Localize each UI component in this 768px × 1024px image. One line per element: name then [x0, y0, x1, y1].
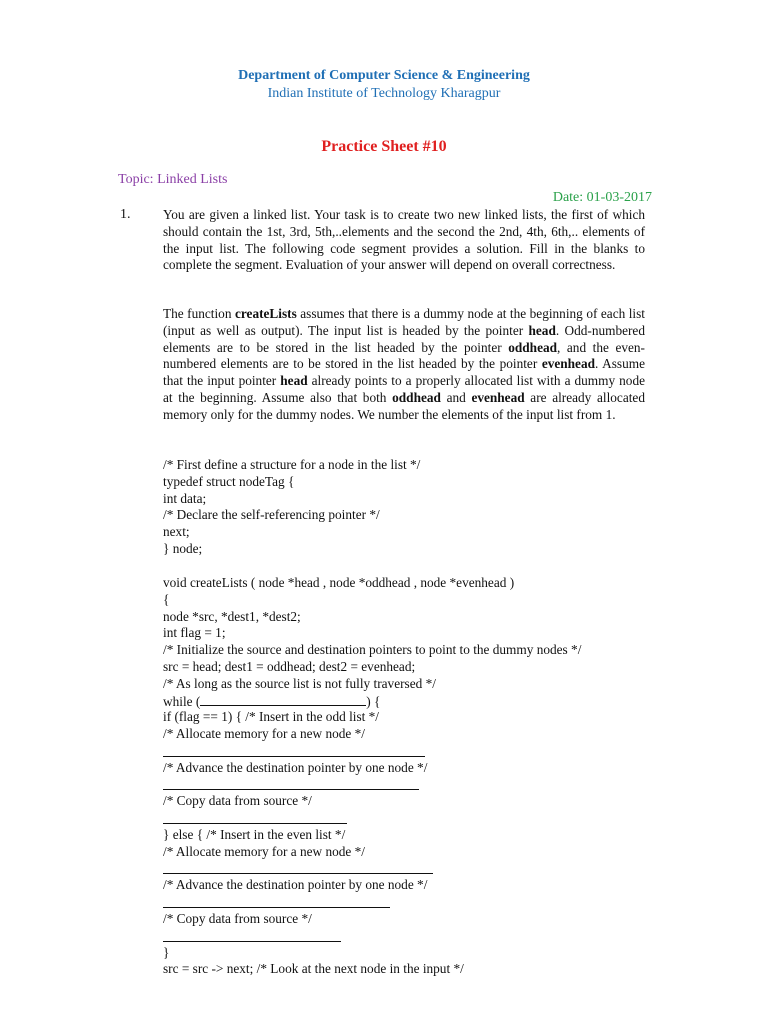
- code-line: /* Allocate memory for a new node */: [163, 726, 365, 742]
- answer-blank[interactable]: [163, 861, 581, 878]
- desc-text: already points to a properly allocated list with a dummy node at the beginning. Assume also that both: [163, 373, 645, 405]
- department-title: Department of Computer Science & Engineering: [238, 68, 530, 83]
- desc-text: , and the even-numbered elements are to be stored in the list headed by the pointer: [163, 339, 645, 372]
- desc-bold: evenhead: [471, 389, 525, 405]
- answer-blank[interactable]: [163, 894, 581, 911]
- desc-bold: oddhead: [392, 389, 441, 405]
- code-line: /* As long as the source list is not fully traversed */: [163, 675, 436, 691]
- answer-blank[interactable]: [163, 743, 581, 760]
- code-line: node *src, *dest1, *dest2;: [163, 608, 301, 624]
- code-line: } else { /* Insert in the even list */: [163, 826, 346, 842]
- desc-text: are already allocated memory only for the dummy nodes. We number the elements of the input list from 1.: [163, 389, 645, 422]
- question-number: 1.: [120, 207, 131, 222]
- code-line: int data;: [163, 490, 207, 506]
- while-line: [163, 693, 581, 710]
- code-line: /* Advance the destination pointer by one node */: [163, 877, 428, 893]
- code-line: src = src -> next; /* Look at the next node in the input */: [163, 961, 464, 977]
- answer-blank[interactable]: [163, 777, 581, 794]
- code-line: next;: [163, 524, 190, 540]
- code-line: }: [163, 944, 170, 960]
- answer-blank[interactable]: [163, 928, 581, 945]
- desc-bold: createLists: [234, 306, 297, 321]
- desc-bold: oddhead: [508, 339, 558, 355]
- code-line: void createLists ( node *head , node *oddhead , node *evenhead ): [163, 575, 515, 590]
- code-line: int flag = 1;: [163, 625, 226, 641]
- desc-text: The function: [163, 306, 235, 321]
- code-line: /* Copy data from source */: [163, 793, 312, 809]
- code-line: /* Initialize the source and destination pointers to point to the dummy nodes */: [163, 642, 582, 658]
- topic-label: Topic: Linked Lists: [118, 172, 228, 187]
- desc-bold: evenhead: [541, 356, 596, 372]
- code-fragment: ) {: [366, 693, 381, 709]
- sheet-title: Practice Sheet #10: [321, 138, 447, 155]
- question-description: [163, 306, 645, 424]
- desc-text: and: [440, 389, 472, 405]
- desc-text: . Assume that the input pointer: [163, 356, 645, 389]
- while-condition-blank[interactable]: [200, 693, 366, 706]
- institute-name: Indian Institute of Technology Kharagpur: [267, 86, 501, 101]
- desc-text: assumes that there is a dummy node at the beginning of each list (input as well as output). The input list is headed by the pointer: [163, 306, 645, 338]
- code-line: {: [163, 591, 170, 607]
- code-line: typedef struct nodeTag {: [163, 473, 295, 489]
- date-label: Date: 01-03-2017: [552, 190, 652, 205]
- code-line: if (flag == 1) { /* Insert in the odd list */: [163, 709, 379, 725]
- desc-text: . Odd-numbered elements are to be stored in the list headed by the pointer: [163, 322, 645, 355]
- desc-bold: head: [280, 373, 308, 389]
- code-line: src = head; dest1 = oddhead; dest2 = evenhead;: [163, 658, 416, 674]
- desc-bold: head: [528, 322, 556, 338]
- answer-blank[interactable]: [163, 810, 581, 827]
- code-fragment: while (: [163, 693, 201, 709]
- code-line: /* First define a structure for a node in the list */: [163, 457, 421, 472]
- code-line: /* Allocate memory for a new node */: [163, 843, 365, 859]
- function-code: [163, 575, 581, 978]
- struct-definition: [163, 457, 420, 558]
- question-intro: You are given a linked list. Your task is to create two new linked lists, the first of which should contain the 1st, 3rd, 5th,..elements and the second the 2nd, 4th, 6th,.. elements of the input list. The following code segment provides a solution. Fill in the blanks to complete the segment. Evaluation of your answer will depend on overall correctness.: [163, 207, 645, 273]
- code-line: /* Advance the destination pointer by one node */: [163, 759, 428, 775]
- code-line: /* Copy data from source */: [163, 910, 312, 926]
- code-line: } node;: [163, 540, 203, 556]
- code-line: /* Declare the self-referencing pointer */: [163, 507, 380, 523]
